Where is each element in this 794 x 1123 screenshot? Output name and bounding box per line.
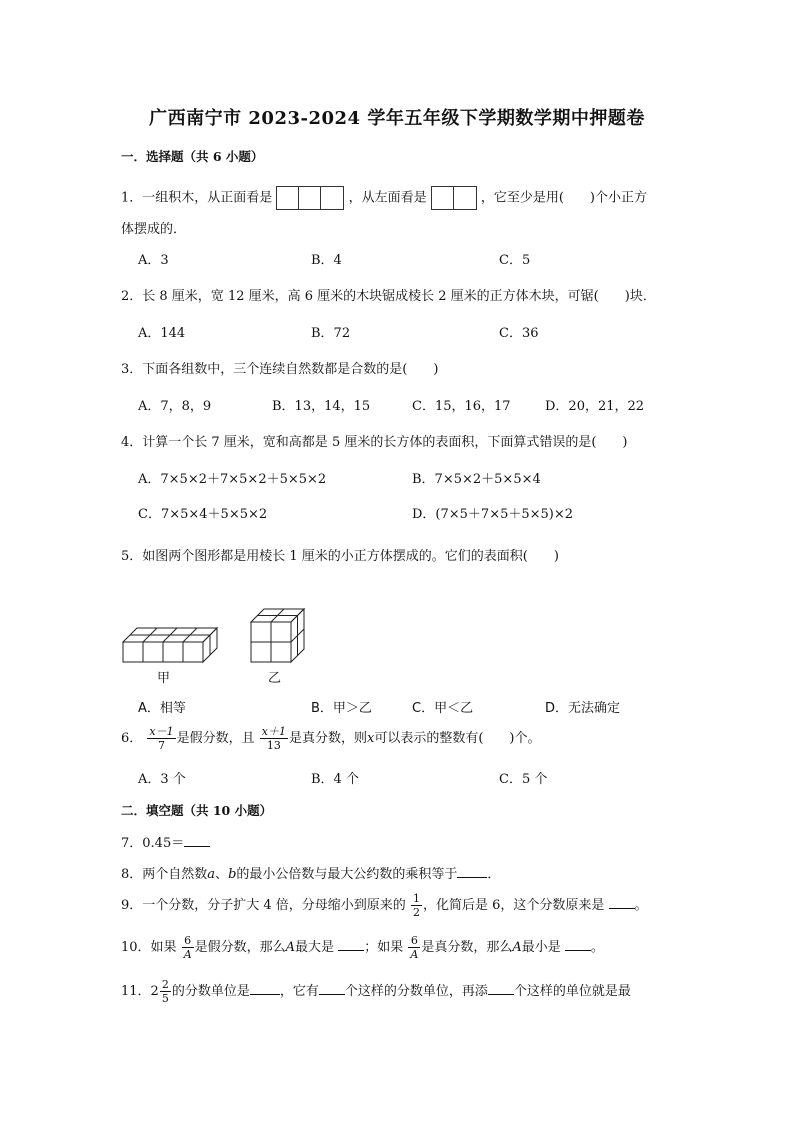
- question-8-text-end: ．: [487, 867, 501, 882]
- fraction-denominator: 5: [161, 992, 169, 1005]
- fraction-two-fifths: [160, 978, 171, 1005]
- question-4-text: 4．计算一个长 7 厘米，宽和高都是 5 厘米的长方体的表面积，下面算式错误的是( ): [121, 435, 628, 450]
- question-1-text-d: 体摆成的．: [121, 222, 187, 237]
- question-2-option-a[interactable]: A．144: [138, 326, 186, 341]
- question-1-text-c: ，它至少是用( )个小正方: [480, 190, 648, 206]
- question-10-text-d: ；如果: [364, 940, 404, 955]
- left-view-figure: [431, 186, 477, 210]
- fraction-6-over-a: [182, 934, 194, 961]
- question-10-line: [121, 934, 604, 961]
- figure-jia-cube-stack: [120, 620, 220, 665]
- question-2-text: 2．长 8 厘米，宽 12 厘米，高 6 厘米的木块锯成棱长 2 厘米的正方体木块，可锯( )块．: [121, 289, 656, 304]
- fraction-denominator: 2: [412, 906, 420, 919]
- question-10-text-c: 最大是: [295, 940, 335, 955]
- fraction-denominator: A: [410, 948, 419, 961]
- question-2-option-b[interactable]: B．72: [311, 326, 351, 341]
- fraction-x-plus-1-over-13: [260, 725, 288, 752]
- question-1-option-b[interactable]: B．4: [311, 253, 342, 268]
- answer-blank[interactable]: [184, 834, 210, 847]
- question-4-option-d[interactable]: D．(7×5＋7×5＋5×5)×2: [412, 507, 574, 522]
- fraction-6-over-a: [408, 934, 420, 961]
- question-5-option-c[interactable]: C．甲＜乙: [412, 701, 474, 716]
- fraction-numerator: 2: [161, 978, 169, 991]
- question-9-line: [121, 892, 648, 919]
- question-10-text-e: 是真分数，那么: [421, 940, 513, 955]
- question-6-option-b[interactable]: B．4 个: [311, 772, 359, 787]
- question-6-text-mid1: 是假分数，且: [176, 731, 255, 746]
- question-3-option-a[interactable]: A．7，8，9: [138, 399, 212, 414]
- variable-x: x: [367, 731, 375, 746]
- fraction-numerator: 6: [408, 934, 420, 948]
- question-3-text: 3．下面各组数中，三个连续自然数都是合数的是( ): [121, 362, 439, 377]
- variable-a-upper: A: [512, 940, 522, 955]
- fraction-denominator: 7: [158, 739, 166, 752]
- question-4-option-b[interactable]: B．7×5×2＋5×5×4: [412, 472, 541, 487]
- question-6-text-mid2: 是真分数，则: [288, 731, 367, 746]
- fraction-denominator: 13: [266, 739, 281, 752]
- section-heading-fill-in: 二．填空题（共 10 小题）: [121, 803, 273, 818]
- question-1-line-1: [121, 186, 647, 210]
- variable-b: b: [228, 867, 237, 882]
- question-10-text-f: 最小是: [521, 940, 561, 955]
- question-5-text: 5．如图两个图形都是用棱长 1 厘米的小正方体摆成的。它们的表面积( ): [121, 549, 559, 564]
- question-11-text-c: ，它有: [279, 984, 319, 999]
- answer-blank[interactable]: [250, 982, 280, 995]
- question-1-option-a[interactable]: A．3: [138, 253, 169, 268]
- fraction-numerator: x－1: [149, 725, 174, 738]
- figure-yi-cube-stack: [248, 606, 308, 666]
- question-8-text-a: 8．两个自然数: [121, 867, 208, 882]
- answer-blank[interactable]: [319, 982, 345, 995]
- figure-jia-label: 甲: [157, 671, 171, 686]
- question-6-option-a[interactable]: A．3 个: [138, 772, 186, 787]
- question-11-line: [121, 978, 631, 1005]
- fraction-one-half: [411, 892, 422, 919]
- fraction-x-minus-1-over-7: [147, 725, 175, 752]
- question-11-text-e: 个这样的单位就是最: [513, 984, 631, 999]
- question-5-option-a[interactable]: A．相等: [138, 701, 186, 716]
- fraction-numerator: 6: [182, 934, 194, 948]
- question-7-line: [121, 832, 210, 851]
- question-6-line: [121, 725, 541, 752]
- question-9-text-end: 。: [634, 898, 648, 913]
- answer-blank[interactable]: [488, 982, 514, 995]
- question-1-text-a: 1．一组积木，从正面看是: [121, 190, 273, 206]
- question-8-line: [121, 863, 500, 882]
- figure-yi-label: 乙: [268, 671, 282, 686]
- question-6-number: 6．: [121, 731, 143, 746]
- page-title: 广西南宁市 2023-2024 学年五年级下学期数学期中押题卷: [149, 108, 645, 129]
- question-11-text-b: 的分数单位是: [171, 984, 250, 999]
- answer-blank[interactable]: [565, 938, 591, 951]
- question-5-option-b[interactable]: B．甲＞乙: [311, 701, 372, 716]
- fraction-numerator: x＋1: [261, 725, 286, 738]
- question-2-option-c[interactable]: C．36: [499, 326, 539, 341]
- question-3-option-b[interactable]: B．13，14，15: [272, 399, 371, 414]
- question-8-separator: 、: [215, 867, 229, 882]
- question-1-text-b: ，从左面看是: [348, 190, 427, 206]
- question-10-text-a: 10．如果: [121, 940, 177, 955]
- question-4-option-a[interactable]: A．7×5×2＋7×5×2＋5×5×2: [138, 472, 327, 487]
- question-9-text-a: 9．一个分数，分子扩大 4 倍，分母缩小到原来的: [121, 898, 406, 913]
- variable-a: a: [207, 867, 216, 882]
- fraction-denominator: A: [183, 948, 192, 961]
- answer-blank[interactable]: [609, 896, 635, 909]
- question-3-option-c[interactable]: C．15，16，17: [412, 399, 511, 414]
- question-6-text-end: 可以表示的整数有( )个。: [374, 731, 541, 746]
- question-4-option-c[interactable]: C．7×5×4＋5×5×2: [138, 507, 268, 522]
- question-10-text-b: 是假分数，那么: [194, 940, 286, 955]
- fraction-numerator: 1: [412, 892, 420, 905]
- question-6-option-c[interactable]: C．5 个: [499, 772, 548, 787]
- question-11-number: 11．: [121, 984, 151, 999]
- front-view-figure: [276, 186, 344, 210]
- question-7-text: 7．0.45＝: [121, 836, 185, 851]
- question-3-option-d[interactable]: D．20，21，22: [545, 399, 645, 414]
- answer-blank[interactable]: [457, 865, 487, 878]
- answer-blank[interactable]: [338, 938, 364, 951]
- variable-a-upper: A: [285, 940, 296, 955]
- question-9-text-b: ，化简后是 6，这个分数原来是: [422, 898, 605, 913]
- mixed-number-whole: 2: [150, 984, 159, 999]
- section-heading-choice: 一．选择题（共 6 小题）: [121, 149, 264, 164]
- question-1-option-c[interactable]: C．5: [499, 253, 531, 268]
- question-8-text-b: 的最小公倍数与最大公约数的乘积等于: [236, 867, 458, 882]
- question-10-text-end: 。: [590, 940, 604, 955]
- question-11-text-d: 个这样的分数单位，再添: [344, 984, 488, 999]
- question-5-option-d[interactable]: D．无法确定: [545, 701, 621, 716]
